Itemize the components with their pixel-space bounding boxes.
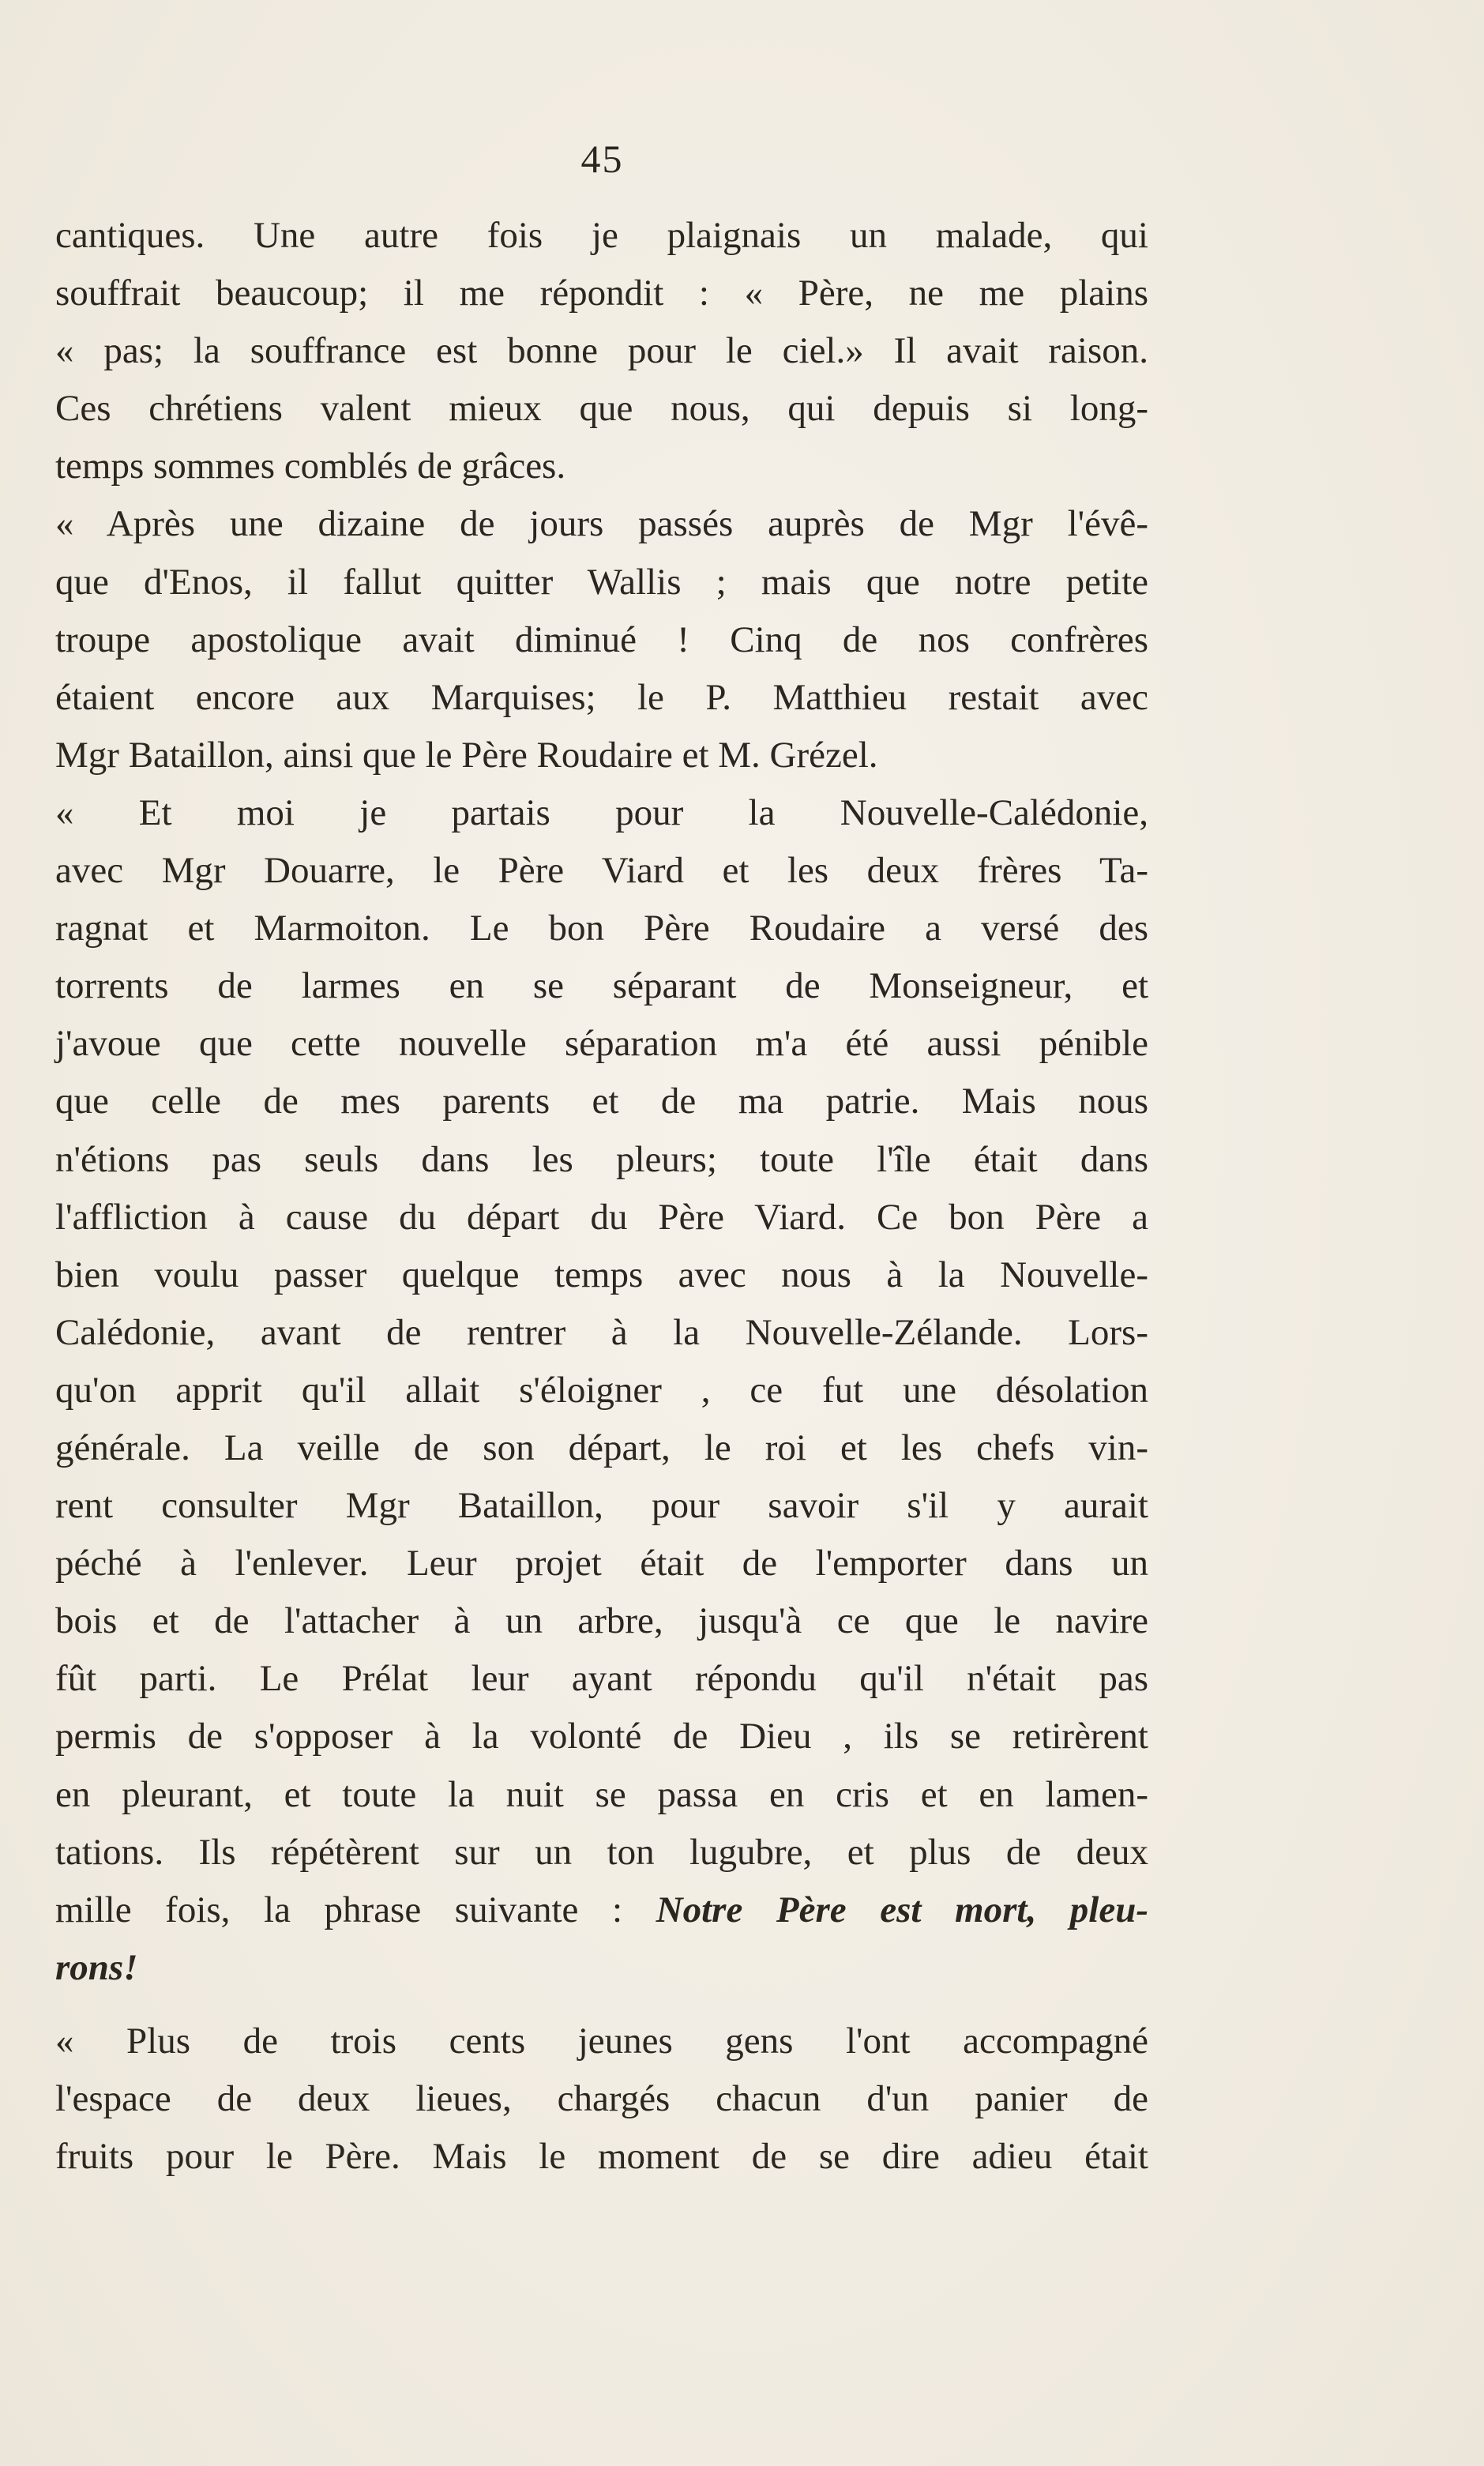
page-number: 45 xyxy=(580,137,624,181)
text-line: troupe apostolique avait diminué ! Cinq de nos confrères xyxy=(55,618,1148,660)
text-line: « Et moi je partais pour la Nouvelle-Calédonie, xyxy=(55,791,1148,833)
text-line: bien voulu passer quelque temps avec nous à la Nouvelle- xyxy=(55,1254,1148,1295)
text-line: que celle de mes parents et de ma patrie. Mais nous xyxy=(55,1081,1148,1122)
text-line: cantiques. Une autre fois je plaignais un malade, qui xyxy=(55,215,1148,256)
text-line: ragnat et Marmoiton. Le bon Père Roudaire a versé des xyxy=(55,908,1148,949)
body-text xyxy=(55,207,1148,2186)
text-line: l'espace de deux lieues, chargés chacun d'un panier de xyxy=(55,2078,1148,2119)
text-line: en pleurant, et toute la nuit se passa en cris et en lamen- xyxy=(55,1773,1148,1815)
italic-phrase: Notre Père est mort, pleu- xyxy=(656,1889,1148,1930)
text-line: qu'on apprit qu'il allait s'éloigner , ce fut une désolation xyxy=(55,1369,1148,1411)
text-line: péché à l'enlever. Leur projet était de l'emporter dans un xyxy=(55,1543,1148,1584)
text-line: j'avoue que cette nouvelle séparation m'a été aussi pénible xyxy=(55,1023,1148,1065)
text-line: permis de s'opposer à la volonté de Dieu , ils se retirèrent xyxy=(55,1716,1148,1757)
text-line: que d'Enos, il fallut quitter Wallis ; mais que notre petite xyxy=(55,561,1148,603)
text-line: « pas; la souffrance est bonne pour le ciel.» Il avait raison. xyxy=(55,330,1148,372)
text-line: torrents de larmes en se séparant de Monseigneur, et xyxy=(55,965,1148,1007)
text-line: n'étions pas seuls dans les pleurs; toute l'île était dans xyxy=(55,1138,1148,1180)
text-line: souffrait beaucoup; il me répondit : « Père, ne me plains xyxy=(55,273,1148,314)
text-line: « Plus de trois cents jeunes gens l'ont accompagné xyxy=(55,2020,1148,2062)
text-line: bois et de l'attacher à un arbre, jusqu'à ce que le navire xyxy=(55,1600,1148,1642)
text-line: avec Mgr Douarre, le Père Viard et les deux frères Ta- xyxy=(55,850,1148,892)
text-line: fruits pour le Père. Mais le moment de se dire adieu était xyxy=(55,2136,1148,2178)
text-line: Calédonie, avant de rentrer à la Nouvelle-Zélande. Lors- xyxy=(55,1311,1148,1353)
text-line: temps sommes comblés de grâces. xyxy=(55,445,566,487)
text-line: rons! xyxy=(55,1946,138,1988)
text-line: l'affliction à cause du départ du Père Viard. Ce bon Père a xyxy=(55,1196,1148,1238)
text-line: rent consulter Mgr Bataillon, pour savoir s'il y aurait xyxy=(55,1485,1148,1527)
text-line: fût parti. Le Prélat leur ayant répondu qu'il n'était pas xyxy=(55,1658,1148,1700)
text-line: Mgr Bataillon, ainsi que le Père Roudaire et M. Grézel. xyxy=(55,734,878,776)
text-segment: mille fois, la phrase suivante : xyxy=(55,1889,656,1930)
text-line: Ces chrétiens valent mieux que nous, qui depuis si long- xyxy=(55,388,1148,430)
paragraph-gap xyxy=(55,1997,1148,2013)
text-line-with-italic xyxy=(55,1881,1148,1939)
text-line: « Après une dizaine de jours passés auprès de Mgr l'évê- xyxy=(55,503,1148,545)
text-line: générale. La veille de son départ, le roi et les chefs vin- xyxy=(55,1427,1148,1468)
text-line: étaient encore aux Marquises; le P. Matthieu restait avec xyxy=(55,676,1148,718)
text-line: tations. Ils répétèrent sur un ton lugubre, et plus de deux xyxy=(55,1831,1148,1873)
